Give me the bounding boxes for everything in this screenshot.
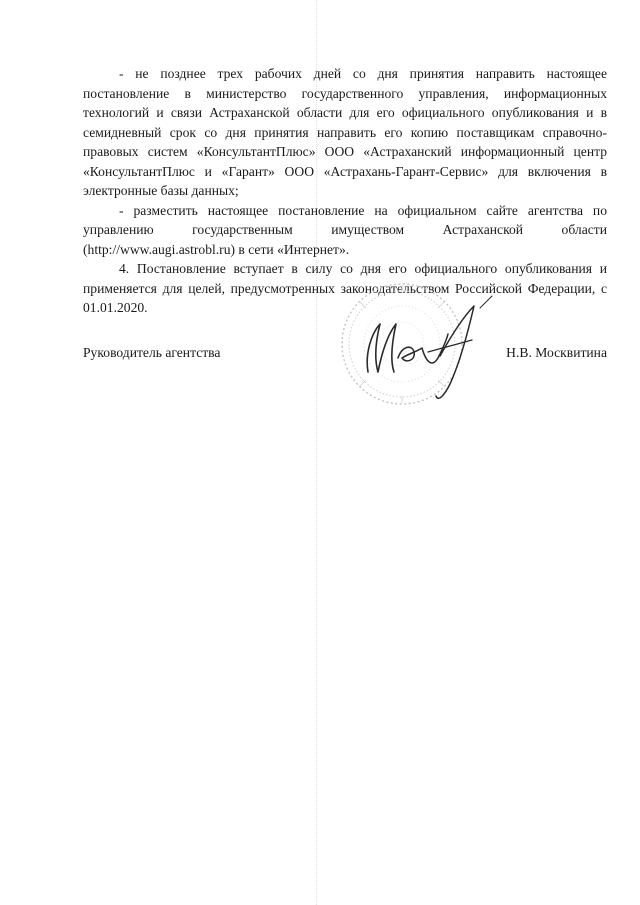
signatory-name: Н.В. Москвитина	[506, 345, 607, 360]
paragraph-effective-date: 4. Постановление вступает в силу со дня его официального опубликования и применяется для целей, предусмотренных законодательством Российской Федерации, с 01.01.2020.	[83, 261, 607, 315]
paragraph-website: - разместить настоящее постановление на официальном сайте агентства по управлению государственным имуществом Астраханской области (http://www.augi.astrobl.ru) в сети «Интернет».	[83, 202, 607, 257]
paragraph-publication: - не позднее трех рабочих дней со дня принятия направить настоящее постановление в министерство государственного управления, информационных технологий и связи Астраханской области для его официального опубликования и в семидневный срок со дня принятия направить его копию поставщикам справочно-правовых систем «КонсультантПлюс» ООО «Астраханский информационный центр «КонсультантПлюс и «Гарант» ООО «Астрахань-Гарант-Сервис» для включения в электронные базы данных;	[83, 66, 607, 198]
signature-block	[83, 343, 607, 363]
signatory-position: Руководитель агентства	[83, 345, 221, 360]
